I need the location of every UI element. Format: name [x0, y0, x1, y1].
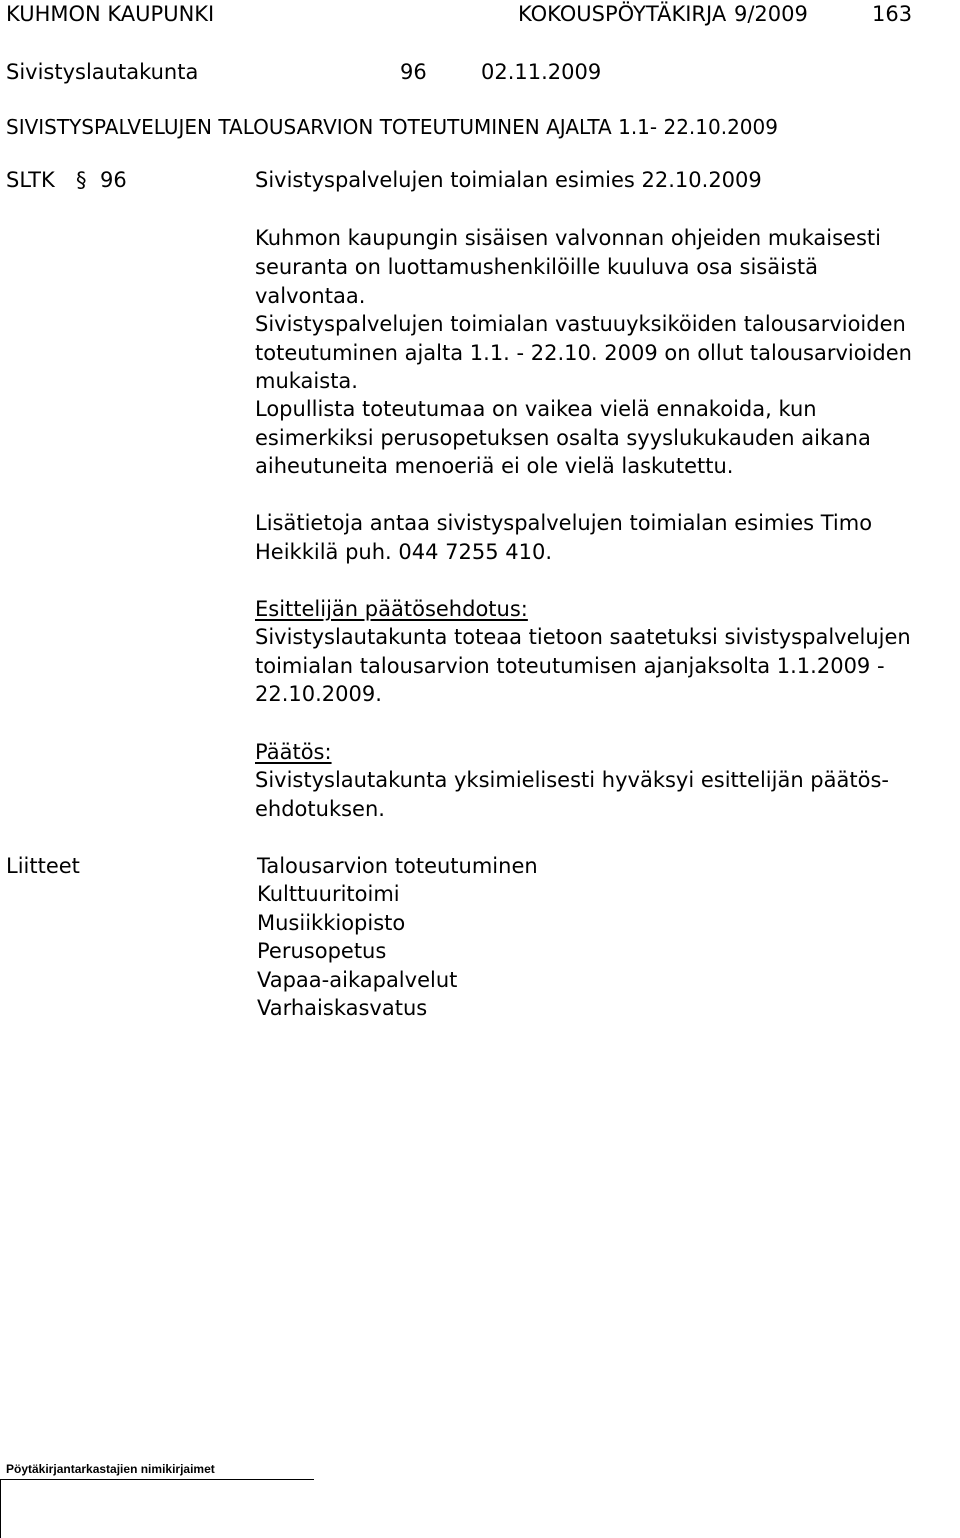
meeting-date: 02.11.2009: [481, 60, 602, 84]
section-symbol: §: [76, 168, 87, 192]
body-line: valvontaa.: [255, 284, 366, 308]
body-line: Heikkilä puh. 044 7255 410.: [255, 540, 553, 564]
attachment-item: Vapaa-aikapalvelut: [257, 968, 458, 992]
body-line: Sivistyspalvelujen toimialan vastuuyksiköiden talousarvioiden: [255, 312, 906, 336]
body-line: Lisätietoja antaa sivistyspalvelujen toimialan esimies Timo: [255, 511, 873, 535]
header-section-number: 96: [400, 60, 427, 84]
body-line: toteutuminen ajalta 1.1. - 22.10. 2009 on ollut talousarvioiden: [255, 341, 912, 365]
attachment-item: Kulttuuritoimi: [257, 882, 400, 906]
attachment-item: Talousarvion toteutuminen: [257, 854, 538, 878]
proposal-heading: Esittelijän päätösehdotus:: [255, 597, 528, 621]
body-line: Lopullista toteutumaa on vaikea vielä ennakoida, kun: [255, 397, 817, 421]
body-line: Kuhmon kaupungin sisäisen valvonnan ohjeiden mukaisesti: [255, 226, 881, 250]
committee-name: Sivistyslautakunta: [6, 60, 199, 84]
proposal-line: 22.10.2009.: [255, 682, 382, 706]
org-name: KUHMON KAUPUNKI: [6, 2, 215, 26]
attachments-label: Liitteet: [6, 854, 80, 878]
section-code: SLTK: [6, 168, 55, 192]
body-line: seuranta on luottamushenkilöille kuuluva osa sisäistä: [255, 255, 818, 279]
page-number: 163: [872, 2, 913, 26]
proposal-line: toimialan talousarvion toteutumisen ajanjaksolta 1.1.2009 -: [255, 654, 885, 678]
attachment-item: Varhaiskasvatus: [257, 996, 428, 1020]
body-line: esimerkiksi perusopetuksen osalta syyslukukauden aikana: [255, 426, 871, 450]
section-number: 96: [100, 168, 127, 192]
document-title: SIVISTYSPALVELUJEN TALOUSARVION TOTEUTUMINEN AJALTA 1.1- 22.10.2009: [6, 115, 778, 139]
proposal-line: Sivistyslautakunta toteaa tietoon saatetuksi sivistyspalvelujen: [255, 625, 911, 649]
section-heading: Sivistyspalvelujen toimialan esimies 22.10.2009: [255, 168, 762, 192]
body-line: aiheutuneita menoeriä ei ole vielä laskutettu.: [255, 454, 734, 478]
doc-number: 9/2009: [734, 2, 808, 26]
signature-label: Pöytäkirjantarkastajien nimikirjaimet: [6, 1462, 215, 1476]
signature-line-horizontal: [0, 1479, 314, 1480]
decision-line: Sivistyslautakunta yksimielisesti hyväksyi esittelijän päätös-: [255, 768, 889, 792]
body-line: mukaista.: [255, 369, 358, 393]
signature-line-vertical: [0, 1479, 1, 1538]
decision-heading: Päätös:: [255, 740, 332, 764]
attachment-item: Perusopetus: [257, 939, 387, 963]
decision-line: ehdotuksen.: [255, 797, 385, 821]
attachment-item: Musiikkiopisto: [257, 911, 406, 935]
doc-type: KOKOUSPÖYTÄKIRJA: [518, 2, 727, 26]
